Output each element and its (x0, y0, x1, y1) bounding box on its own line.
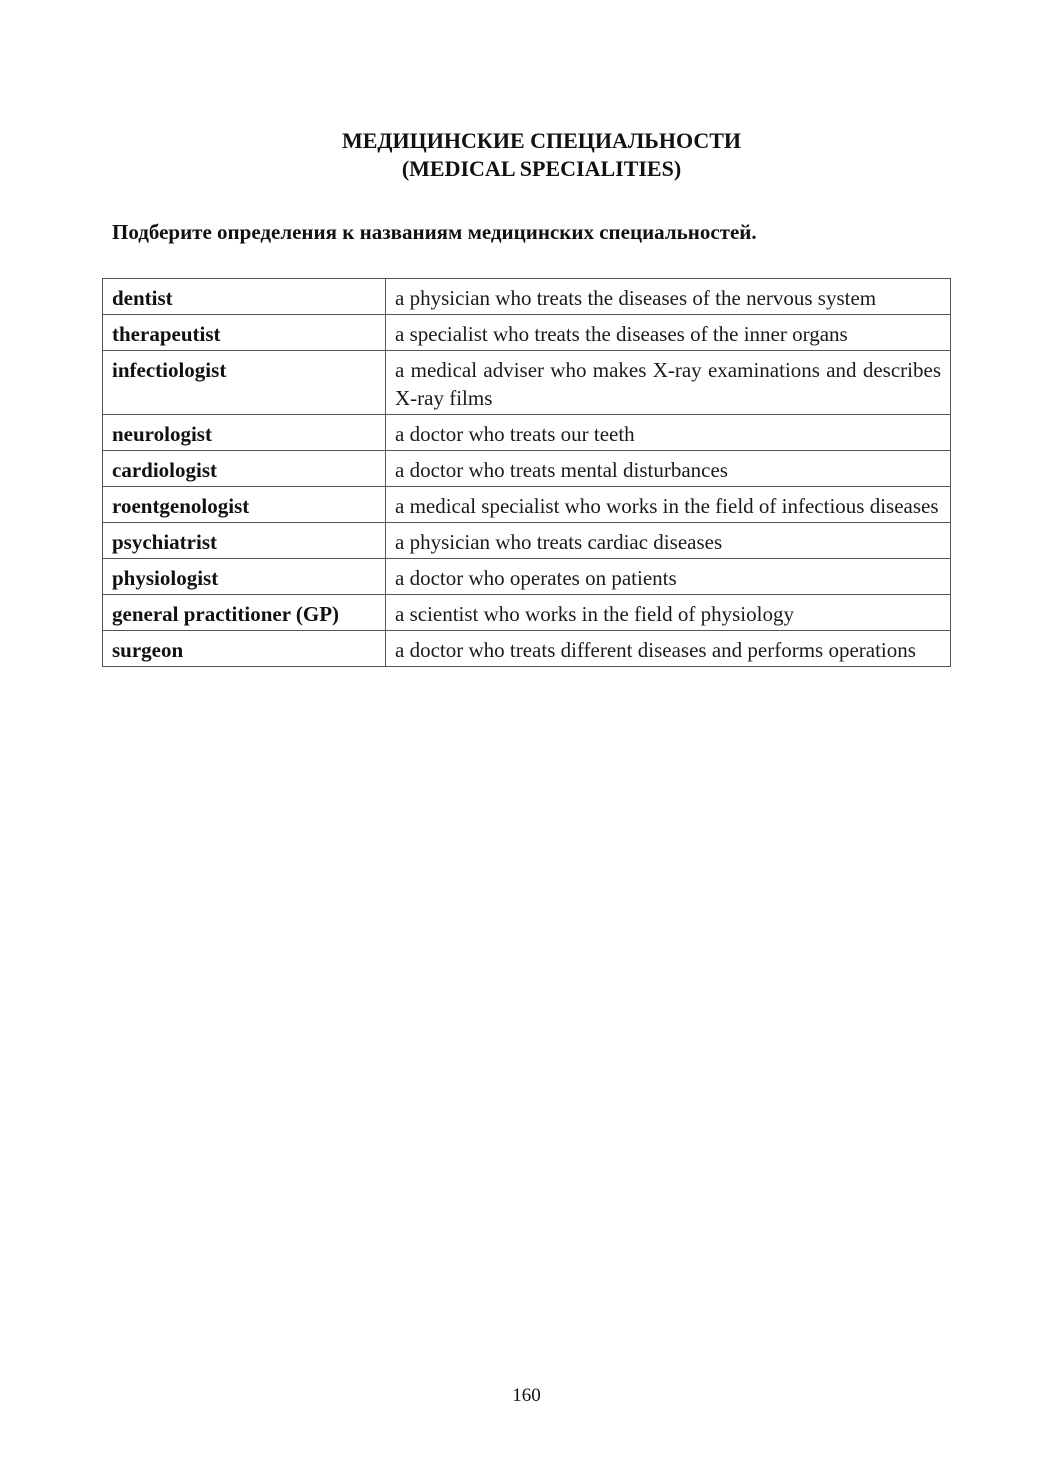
table-row (103, 559, 951, 595)
definition-cell: a doctor who treats mental disturbances (386, 451, 951, 487)
term-cell: cardiologist (103, 451, 386, 487)
definition-cell: a medical adviser who makes X-ray examinations and describes X-ray films (386, 351, 951, 415)
table-row (103, 351, 951, 415)
page-number: 160 (512, 1385, 541, 1406)
definition-cell: a doctor who treats our teeth (386, 415, 951, 451)
definition-cell: a specialist who treats the diseases of the inner organs (386, 315, 951, 351)
definition-cell: a physician who treats cardiac diseases (386, 523, 951, 559)
term-cell: psychiatrist (103, 523, 386, 559)
table-row (103, 523, 951, 559)
term-cell: infectiologist (103, 351, 386, 415)
table-row (103, 279, 951, 315)
table-row (103, 415, 951, 451)
term-cell: therapeutist (103, 315, 386, 351)
definition-cell: a medical specialist who works in the field of infectious diseases (386, 487, 951, 523)
page-title-english: (MEDICAL SPECIALITIES) (401, 156, 682, 181)
definition-cell: a scientist who works in the field of physiology (386, 595, 951, 631)
term-cell: physiologist (103, 559, 386, 595)
table-row (103, 315, 951, 351)
term-cell: neurologist (103, 415, 386, 451)
table-row (103, 451, 951, 487)
table-row (103, 487, 951, 523)
table-row (103, 595, 951, 631)
term-cell: surgeon (103, 631, 386, 667)
definition-cell: a physician who treats the diseases of the nervous system (386, 279, 951, 315)
page-title (0, 127, 1039, 183)
page-title-russian: МЕДИЦИНСКИЕ СПЕЦИАЛЬНОСТИ (341, 128, 742, 153)
exercise-instruction: Подберите определения к названиям медицинских специальностей. (112, 220, 757, 244)
term-cell: dentist (103, 279, 386, 315)
matching-table (102, 278, 951, 667)
term-cell: general practitioner (GP) (103, 595, 386, 631)
table-row (103, 631, 951, 667)
term-cell: roentgenologist (103, 487, 386, 523)
definition-cell: a doctor who treats different diseases and performs operations (386, 631, 951, 667)
definition-cell: a doctor who operates on patients (386, 559, 951, 595)
